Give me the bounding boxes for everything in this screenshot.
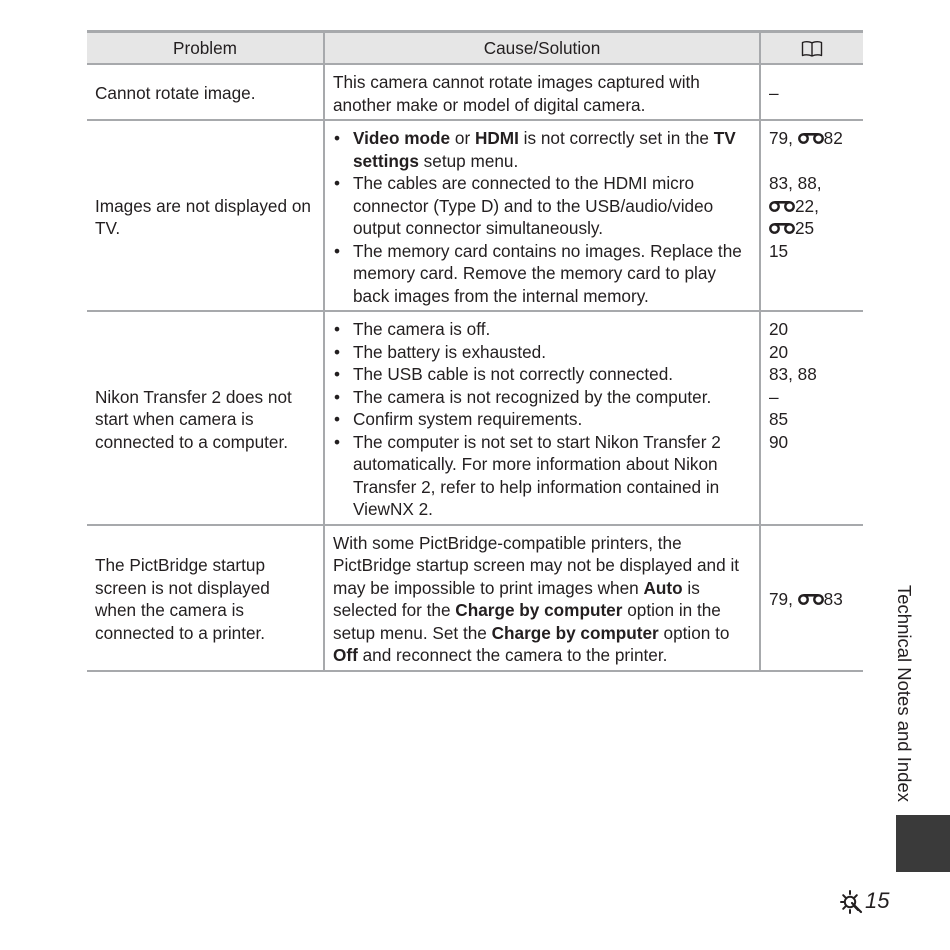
section-side-label: Technical Notes and Index xyxy=(894,585,915,802)
reference-section-icon xyxy=(798,131,824,145)
bullet-item: • The USB cable is not correctly connected. xyxy=(353,363,751,386)
menu-term: Video mode xyxy=(353,128,451,148)
bullet-text: setup menu. xyxy=(418,150,519,171)
page-reference-cell xyxy=(760,525,863,671)
section-index-tab xyxy=(896,815,950,872)
page-ref: 90 xyxy=(769,431,789,452)
cause-solution-cell xyxy=(324,311,760,525)
cause-text: With some PictBridge-compatible printers, the PictBridge startup screen may not be displayed and it may be impossible to print images when xyxy=(333,532,740,598)
bullet-item: • The memory card contains no images. Replace the memory card. Remove the memory card to play back images from the internal memory. xyxy=(353,240,751,308)
header-cause-solution: Cause/Solution xyxy=(324,32,760,65)
cause-solution-cell xyxy=(324,525,760,671)
page-ref: 15 xyxy=(769,240,789,261)
cause-solution-cell: This camera cannot rotate images captured with another make or model of digital camera. xyxy=(324,64,760,120)
header-problem: Problem xyxy=(87,32,324,65)
problem-cell: Images are not displayed on TV. xyxy=(87,120,324,311)
page-ref: 83, 88 xyxy=(769,364,817,384)
page-ref xyxy=(769,127,855,150)
book-icon xyxy=(801,40,823,58)
header-page-reference xyxy=(760,32,863,65)
table-row xyxy=(87,311,863,525)
problem-cell: The PictBridge startup screen is not displayed when the camera is connected to a printer. xyxy=(87,525,324,671)
troubleshooting-table xyxy=(87,30,863,672)
problem-cell: Nikon Transfer 2 does not start when camera is connected to a computer. xyxy=(87,311,324,525)
page-ref-text: 22, xyxy=(795,195,819,216)
page-number xyxy=(838,888,889,914)
page-reference-cell xyxy=(760,311,863,525)
page-ref: 20 xyxy=(769,341,789,362)
page-ref-text: 79, xyxy=(769,588,798,609)
page-ref: 83, 88, xyxy=(769,173,822,193)
tech-notes-icon xyxy=(838,888,864,914)
page-reference-cell: – xyxy=(760,64,863,120)
page-ref-text: 25 xyxy=(795,218,815,238)
bullet-item: • The cables are connected to the HDMI micro connector (Type D) and to the USB/audio/video output connector simultaneously. xyxy=(353,172,751,240)
cause-text: is selected for the xyxy=(333,577,700,620)
page-reference-cell xyxy=(760,120,863,311)
cause-text: option to xyxy=(658,622,730,643)
table-row xyxy=(87,525,863,671)
cause-text: option in the setup menu. Set the xyxy=(333,600,721,643)
bullet-item: • The camera is not recognized by the computer. xyxy=(353,386,751,409)
bullet-item: • The camera is off. xyxy=(353,318,751,341)
cause-solution-cell xyxy=(324,120,760,311)
bullet-item: • The battery is exhausted. xyxy=(353,341,751,364)
menu-term: TV settings xyxy=(353,128,736,171)
menu-term: Auto xyxy=(643,577,683,598)
cause-text: and reconnect the camera to the printer. xyxy=(357,645,668,665)
page-number-text: 15 xyxy=(865,888,890,913)
reference-section-icon xyxy=(769,221,795,235)
bullet-text: or xyxy=(450,128,475,148)
page-ref: 85 xyxy=(769,409,789,429)
page-ref-text: 82 xyxy=(823,128,843,148)
problem-cell: Cannot rotate image. xyxy=(87,64,324,120)
table-header-row xyxy=(87,32,863,65)
reference-section-icon xyxy=(798,592,824,606)
menu-term: Charge by computer xyxy=(491,622,659,643)
page-ref xyxy=(769,195,855,218)
menu-term: HDMI xyxy=(474,128,519,148)
table-row xyxy=(87,64,863,120)
menu-term: Charge by computer xyxy=(455,600,623,620)
menu-term: Off xyxy=(333,645,358,665)
table-row xyxy=(87,120,863,311)
page-ref-text: 83 xyxy=(823,588,843,609)
bullet-item xyxy=(353,127,751,172)
page-ref: – xyxy=(769,386,779,407)
reference-section-icon xyxy=(769,199,795,213)
bullet-item: • Confirm system requirements. xyxy=(353,408,751,431)
bullet-text: is not correctly set in the xyxy=(518,128,714,148)
page-ref xyxy=(769,217,855,240)
bullet-item: • The computer is not set to start Nikon Transfer 2 automatically. For more information about Nikon Transfer 2, refer to help information contained in ViewNX 2. xyxy=(353,431,751,521)
page-ref-text: 79, xyxy=(769,128,798,148)
page-ref: 20 xyxy=(769,319,789,339)
